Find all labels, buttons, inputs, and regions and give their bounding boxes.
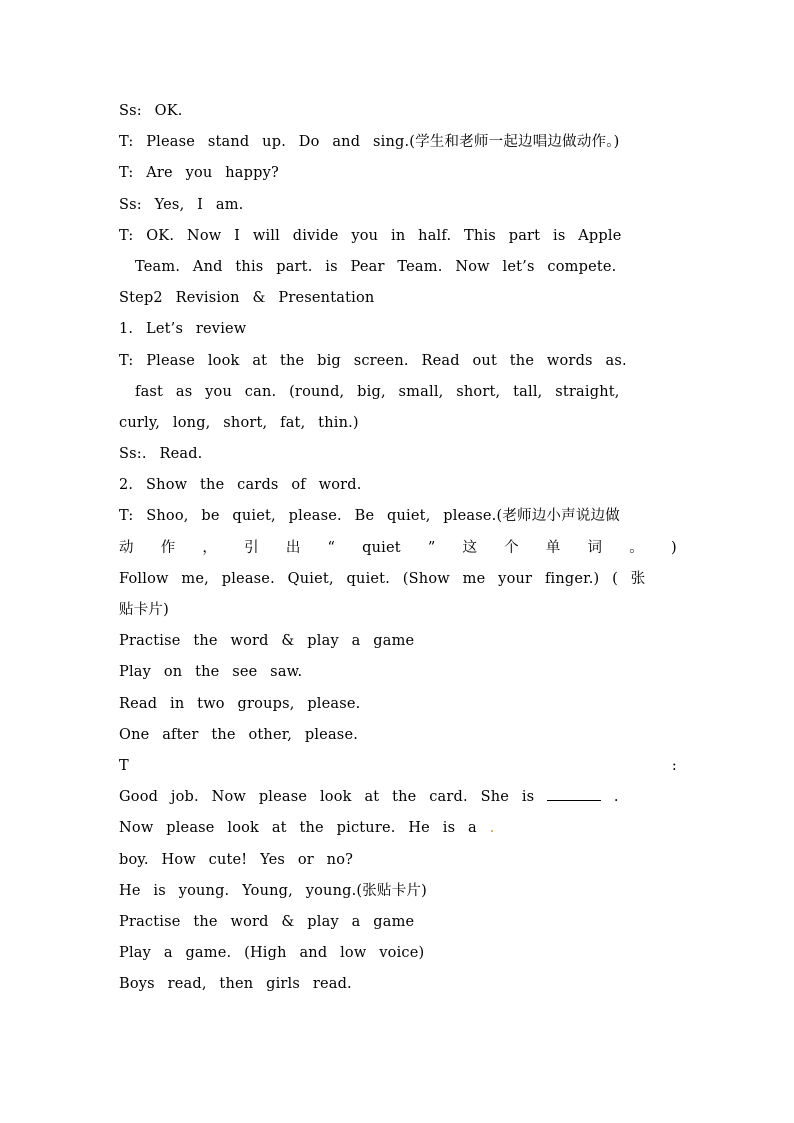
- text-line: Practise the word & play a game: [119, 913, 415, 930]
- text-line: T: Please look at the big screen. Read out the words as.: [119, 352, 627, 369]
- text-line: One after the other, please.: [119, 726, 359, 743]
- text-line: [119, 816, 677, 847]
- sentence: Good job. Now please look at the card. She is: [119, 789, 535, 806]
- text-line: Team. And this part. is Pear Team. Now let’s compete.: [135, 258, 617, 275]
- speaker-label: T: [119, 757, 129, 774]
- text-line: curly, long, short, fat, thin.): [119, 414, 359, 431]
- text-line: Read in two groups, please.: [119, 695, 361, 712]
- text-line: [119, 785, 677, 816]
- period: .: [489, 820, 495, 837]
- token: 单: [545, 539, 561, 556]
- text-line: T: Are you happy?: [119, 165, 279, 182]
- text-line: 2. Show the cards of word.: [119, 477, 362, 494]
- text-line: T: Shoo, be quiet, please. Be quiet, please.(老师边小声说边做: [119, 508, 620, 525]
- token: 作: [160, 539, 176, 556]
- text-line: Play on the see saw.: [119, 664, 303, 681]
- text-line: T: Please stand up. Do and sing.(学生和老师一起边唱边做动作。): [119, 134, 620, 151]
- token: 引: [244, 539, 259, 556]
- text-line: Ss: OK.: [119, 103, 183, 119]
- text-line: 1. Let’s review: [119, 321, 247, 338]
- text-line: Follow me, please. Quiet, quiet. (Show me your finger.) ( 张: [119, 570, 646, 587]
- document-page: [119, 99, 677, 1003]
- text-line: 贴卡片): [119, 602, 169, 618]
- justified-line: [119, 754, 677, 785]
- text-line: boy. How cute! Yes or no?: [119, 851, 354, 868]
- period: .: [613, 789, 619, 806]
- token: ): [670, 539, 677, 556]
- token: 动: [119, 539, 134, 556]
- text-line: T: OK. Now I will divide you in half. This part is Apple: [119, 227, 622, 244]
- token: 词: [587, 539, 603, 556]
- token: “: [327, 539, 336, 556]
- text-line: Boys read, then girls read.: [119, 976, 352, 993]
- colon: :: [671, 757, 677, 774]
- token: 个: [504, 539, 519, 556]
- token: ”: [427, 539, 436, 556]
- fill-in-blank: [547, 786, 601, 801]
- section-heading: Step2 Revision & Presentation: [119, 290, 375, 307]
- sentence: Now please look at the picture. He is a: [119, 820, 477, 837]
- text-line: Ss:. Read.: [119, 446, 203, 463]
- justified-line: [119, 536, 677, 567]
- token: 。: [629, 539, 644, 556]
- text-line: Play a game. (High and low voice): [119, 945, 425, 962]
- token: quiet: [362, 539, 401, 556]
- text-line: He is young. Young, young.(张贴卡片): [119, 882, 427, 899]
- token: ，: [202, 539, 218, 556]
- text-line: fast as you can. (round, big, small, short, tall, straight,: [135, 383, 620, 400]
- token: 这: [462, 539, 478, 556]
- text-line: Practise the word & play a game: [119, 633, 415, 650]
- token: 出: [285, 539, 301, 556]
- text-line: Ss: Yes, I am.: [119, 196, 244, 213]
